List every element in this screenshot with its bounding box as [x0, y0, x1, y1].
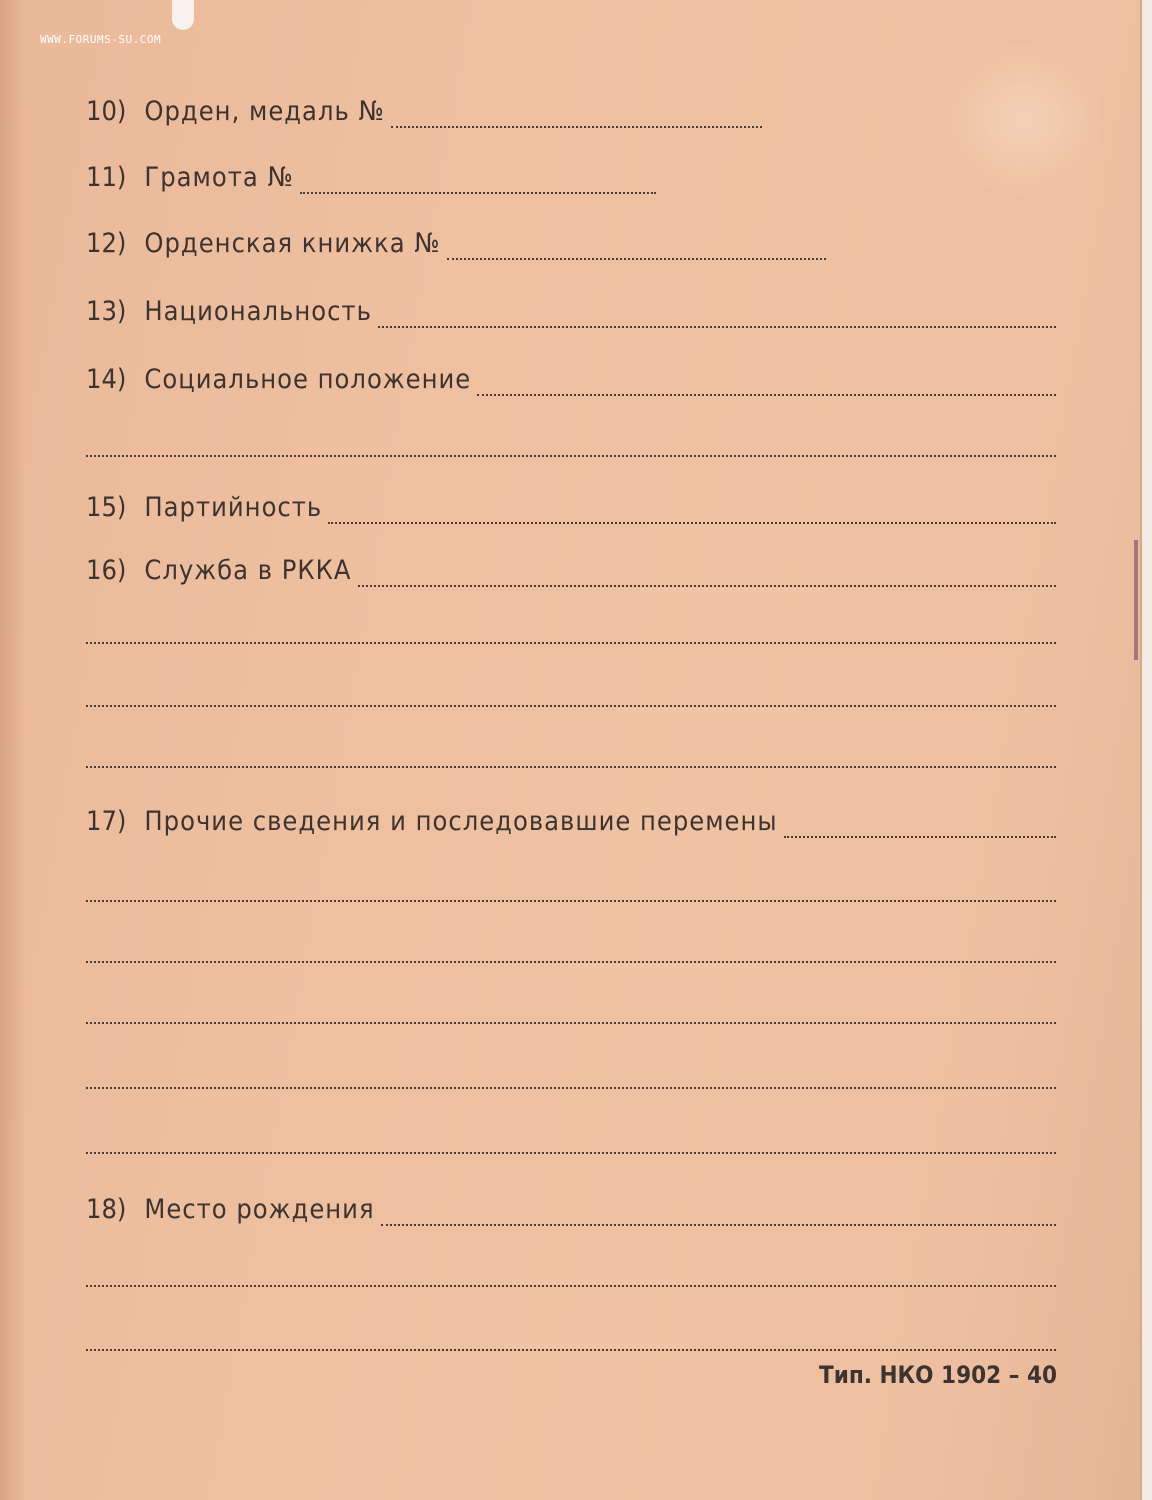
field-label: Национальность: [144, 296, 372, 327]
fill-line[interactable]: [86, 1022, 1056, 1024]
field-other-info: [86, 806, 1056, 850]
field-number: 16): [86, 555, 127, 586]
field-order-book: [86, 228, 826, 272]
fill-line[interactable]: [86, 705, 1056, 707]
field-birthplace: [86, 1194, 1056, 1238]
watermark: WWW.FORUMS-SU.COM: [40, 33, 162, 46]
paper-notch: [172, 0, 194, 30]
field-order-medal: [86, 96, 762, 140]
field-number: 14): [86, 364, 127, 395]
field-rkka-service: [86, 555, 1056, 599]
fill-line[interactable]: [784, 835, 1056, 838]
fill-line[interactable]: [86, 1087, 1056, 1089]
fill-line[interactable]: [86, 455, 1056, 457]
fill-line[interactable]: [447, 257, 826, 260]
fill-line[interactable]: [86, 1349, 1056, 1351]
field-label: Служба в РККА: [144, 555, 352, 586]
field-label: Орден, медаль №: [144, 96, 385, 127]
fill-line[interactable]: [86, 900, 1056, 902]
fill-line[interactable]: [86, 766, 1056, 768]
stamp-edge-mark: [1134, 540, 1138, 660]
field-label: Грамота №: [144, 162, 294, 193]
field-label: Партийность: [144, 492, 323, 523]
field-party: [86, 492, 1056, 536]
fill-line[interactable]: [391, 125, 762, 128]
field-number: 17): [86, 806, 127, 837]
fill-line[interactable]: [86, 642, 1056, 644]
fill-line[interactable]: [86, 1285, 1056, 1287]
field-label: Прочие сведения и последовавшие перемены: [144, 806, 778, 837]
field-label: Социальное положение: [144, 364, 472, 395]
field-number: 10): [86, 96, 127, 127]
fill-line[interactable]: [358, 584, 1057, 587]
field-label: Орденская книжка №: [144, 228, 441, 259]
field-label: Место рождения: [144, 1194, 375, 1225]
fill-line[interactable]: [477, 393, 1056, 396]
fill-line[interactable]: [86, 961, 1056, 963]
field-social-status: [86, 364, 1056, 408]
fill-line[interactable]: [300, 191, 656, 194]
fill-line[interactable]: [378, 325, 1056, 328]
field-nationality: [86, 296, 1056, 340]
field-number: 15): [86, 492, 127, 523]
fill-line[interactable]: [86, 1152, 1056, 1154]
fill-line[interactable]: [328, 521, 1056, 524]
field-gramota: [86, 162, 656, 206]
fill-line[interactable]: [381, 1223, 1056, 1226]
field-number: 18): [86, 1194, 127, 1225]
print-imprint: Тип. НКО 1902 – 40: [818, 1361, 1057, 1389]
field-number: 12): [86, 228, 127, 259]
field-number: 13): [86, 296, 127, 327]
field-number: 11): [86, 162, 127, 193]
